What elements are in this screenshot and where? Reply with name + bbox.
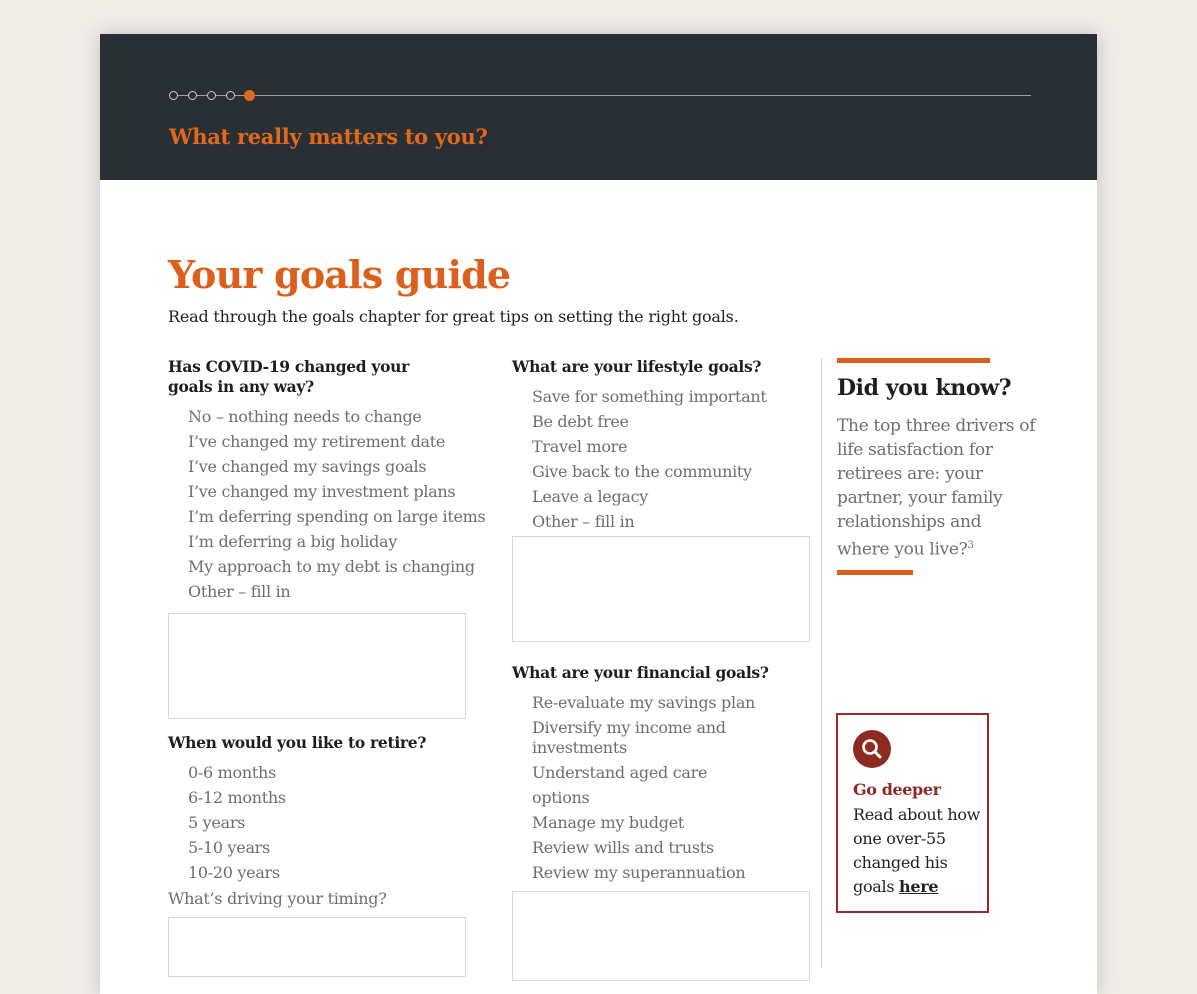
lifestyle-option[interactable]: Leave a legacy (532, 487, 649, 506)
financial-option[interactable]: Manage my budget (532, 813, 684, 832)
retire-followup-label: What’s driving your timing? (168, 889, 387, 908)
callout-bottom-rule (837, 570, 913, 575)
callout-top-rule (837, 358, 990, 363)
financial-question: What are your financial goals? (512, 663, 769, 682)
progress-steps (169, 90, 1031, 102)
step-dot-5-active[interactable] (244, 90, 255, 101)
retire-fill-in-box[interactable] (168, 917, 466, 977)
go-deeper-copy: Read about how one over-55 changed his goals (853, 805, 981, 896)
covid-option[interactable]: I’ve changed my retirement date (188, 432, 446, 451)
step-dot-2[interactable] (188, 91, 197, 100)
go-deeper-text (853, 803, 985, 899)
section-title: What really matters to you? (169, 124, 488, 149)
covid-fill-in-box[interactable] (168, 613, 466, 719)
lifestyle-option[interactable]: Be debt free (532, 412, 629, 431)
lifestyle-option[interactable]: Give back to the community (532, 462, 752, 481)
covid-option[interactable]: Other – fill in (188, 582, 291, 601)
financial-option[interactable]: Review wills and trusts (532, 838, 714, 857)
retire-followup (168, 886, 386, 911)
did-you-know-body (837, 414, 1037, 562)
covid-option[interactable]: I’m deferring spending on large items (188, 507, 486, 526)
retire-option[interactable]: 0-6 months (188, 763, 276, 782)
financial-option[interactable]: Understand aged care options (532, 763, 708, 807)
page-title: Your goals guide (168, 252, 511, 297)
retire-option[interactable]: 6-12 months (188, 788, 286, 807)
covid-option[interactable]: My approach to my debt is changing (188, 557, 475, 576)
lifestyle-option[interactable]: Save for something important (532, 387, 767, 406)
did-you-know-title: Did you know? (837, 375, 1012, 401)
step-dot-4[interactable] (226, 91, 235, 100)
covid-option[interactable]: I’m deferring a big holiday (188, 532, 398, 551)
footnote-ref: 3 (967, 540, 974, 551)
retire-option[interactable]: 10-20 years (188, 863, 280, 882)
go-deeper-box (836, 713, 989, 913)
go-deeper-label: Go deeper (853, 780, 941, 799)
column-divider (821, 358, 822, 968)
step-dot-3[interactable] (207, 91, 216, 100)
lifestyle-option[interactable]: Other – fill in (532, 512, 635, 531)
lifestyle-option[interactable]: Travel more (532, 437, 628, 456)
step-dot-1[interactable] (169, 91, 178, 100)
search-icon (853, 730, 891, 768)
retire-question: When would you like to retire? (168, 733, 427, 752)
covid-option[interactable]: I’ve changed my savings goals (188, 457, 427, 476)
did-you-know-text: The top three drivers of life satisfaction for retirees are: your partner, your family relationships and where you live? (837, 416, 1036, 560)
retire-options (188, 760, 286, 885)
retire-option[interactable]: 5 years (188, 813, 246, 832)
financial-option[interactable]: Re-evaluate my savings plan (532, 693, 756, 712)
go-deeper-link[interactable]: here (899, 877, 939, 896)
covid-option[interactable]: I’ve changed my investment plans (188, 482, 456, 501)
lifestyle-options (532, 384, 766, 534)
covid-options (188, 404, 485, 604)
page-intro: Read through the goals chapter for great tips on setting the right goals. (168, 307, 739, 326)
covid-option[interactable]: No – nothing needs to change (188, 407, 422, 426)
financial-option[interactable]: Diversify my income and investments (532, 718, 726, 757)
lifestyle-fill-in-box[interactable] (512, 536, 810, 642)
financial-options (532, 690, 762, 910)
progress-line (169, 95, 1031, 96)
covid-question: Has COVID-19 changed your goals in any way? (168, 357, 410, 396)
page-header (100, 34, 1097, 180)
document-page (100, 34, 1097, 994)
financial-option[interactable]: Review my superannuation (532, 863, 746, 882)
financial-fill-in-box[interactable] (512, 891, 810, 981)
lifestyle-question: What are your lifestyle goals? (512, 357, 762, 376)
retire-option[interactable]: 5-10 years (188, 838, 270, 857)
